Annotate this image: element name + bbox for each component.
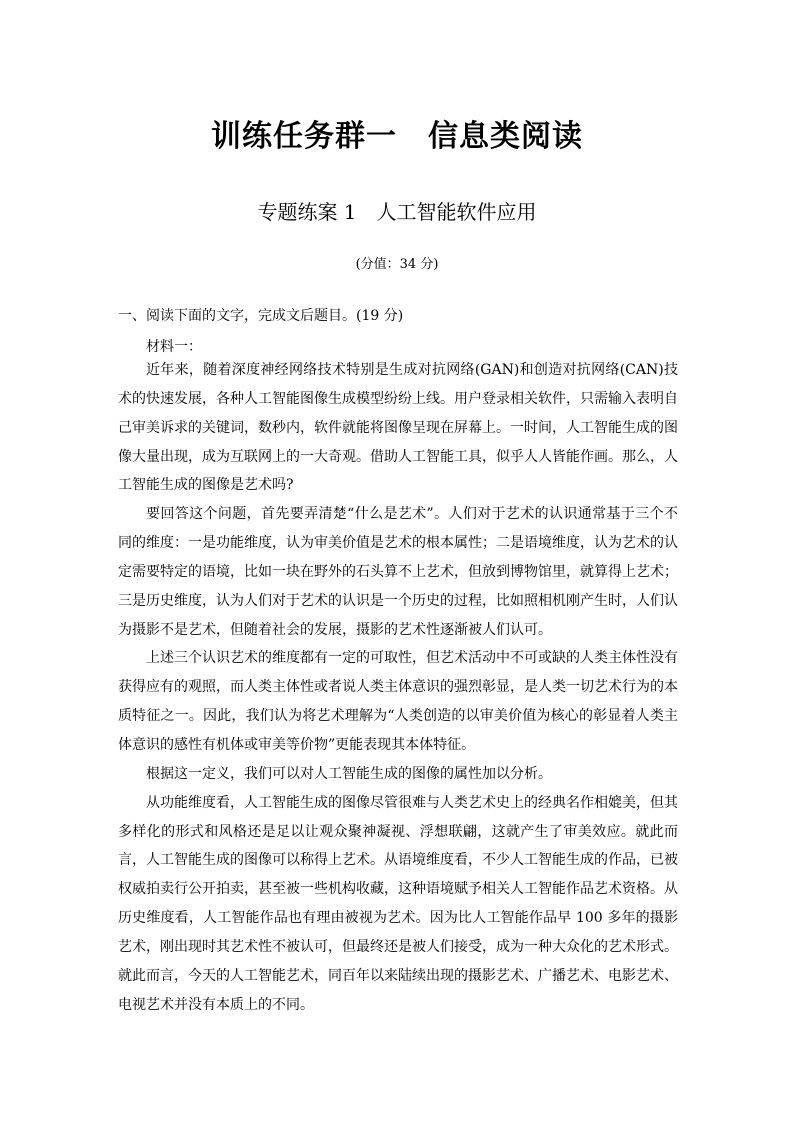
paragraph: 从功能维度看，人工智能生成的图像尽管很难与人类艺术史上的经典名作相媲美，但其多样化的形式和风格还是足以让观众聚神凝视、浮想联翩，这就产生了审美效应。就此而言，人工智能生成的图像可以称得上艺术。从语境维度看，不少人工智能生成的作品，已被权威拍卖行公开拍卖，甚至被一些机构收藏，这种语境赋予相关人工智能作品艺术资格。从历史维度看，人工智能作品也有理由被视为艺术。因为比人工智能作品早 100 多年的摄影艺术，刚出现时其艺术性不被认可，但最终还是被人们接受，成为一种大众化的艺术形式。就此而言，今天的人工智能艺术，同百年以来陆续出现的摄影艺术、广播艺术、电影艺术、电视艺术并没有本质上的不同。 [118,794,678,1013]
paragraph: 要回答这个问题，首先要弄清楚“什么是艺术”。人们对于艺术的认识通常基于三个不同的维度：一是功能维度，认为审美价值是艺术的根本属性；二是语境维度，认为艺术的认定需要特定的语境，比如一块在野外的石头算不上艺术，但放到博物馆里，就算得上艺术；三是历史维度，认为人们对于艺术的认识是一个历史的过程，比如照相机刚产生时，人们认为摄影不是艺术，但随着社会的发展，摄影的艺术性逐渐被人们认可。 [118,506,678,638]
material-label: 材料一： [146,339,202,355]
page-title: 训练任务群一 信息类阅读 [211,119,583,154]
paragraph: 近年来，随着深度神经网络技术特别是生成对抗网络(GAN)和创造对抗网络(CAN)技术的快速发展，各种人工智能图像生成模型纷纷上线。用户登录相关软件，只需输入表明自己审美诉求的关键词，数秒内，软件就能将图像呈现在屏幕上。一时间，人工智能生成的图像大量出现，成为互联网上的一大奇观。借助人工智能工具，似乎人人皆能作画。那么，人工智能生成的图像是艺术吗? [118,362,678,494]
question-instruction: 一、阅读下面的文字，完成文后题目。(19 分) [118,308,404,324]
reading-passage [118,356,678,1019]
paragraph: 上述三个认识艺术的维度都有一定的可取性，但艺术活动中不可或缺的人类主体性没有获得应有的观照，而人类主体性或者说人类主体意识的强烈彰显，是人类一切艺术行为的本质特征之一。因此，我们认为将艺术理解为“人类创造的以审美价值为核心的彰显着人类主体意识的感性有机体或审美等价物”更能表现其本体特征。 [118,650,678,753]
score-note: (分值：34 分) [355,257,439,272]
section-subtitle: 专题练案 1 人工智能软件应用 [257,200,537,224]
paragraph: 根据这一定义，我们可以对人工智能生成的图像的属性加以分析。 [146,765,552,782]
